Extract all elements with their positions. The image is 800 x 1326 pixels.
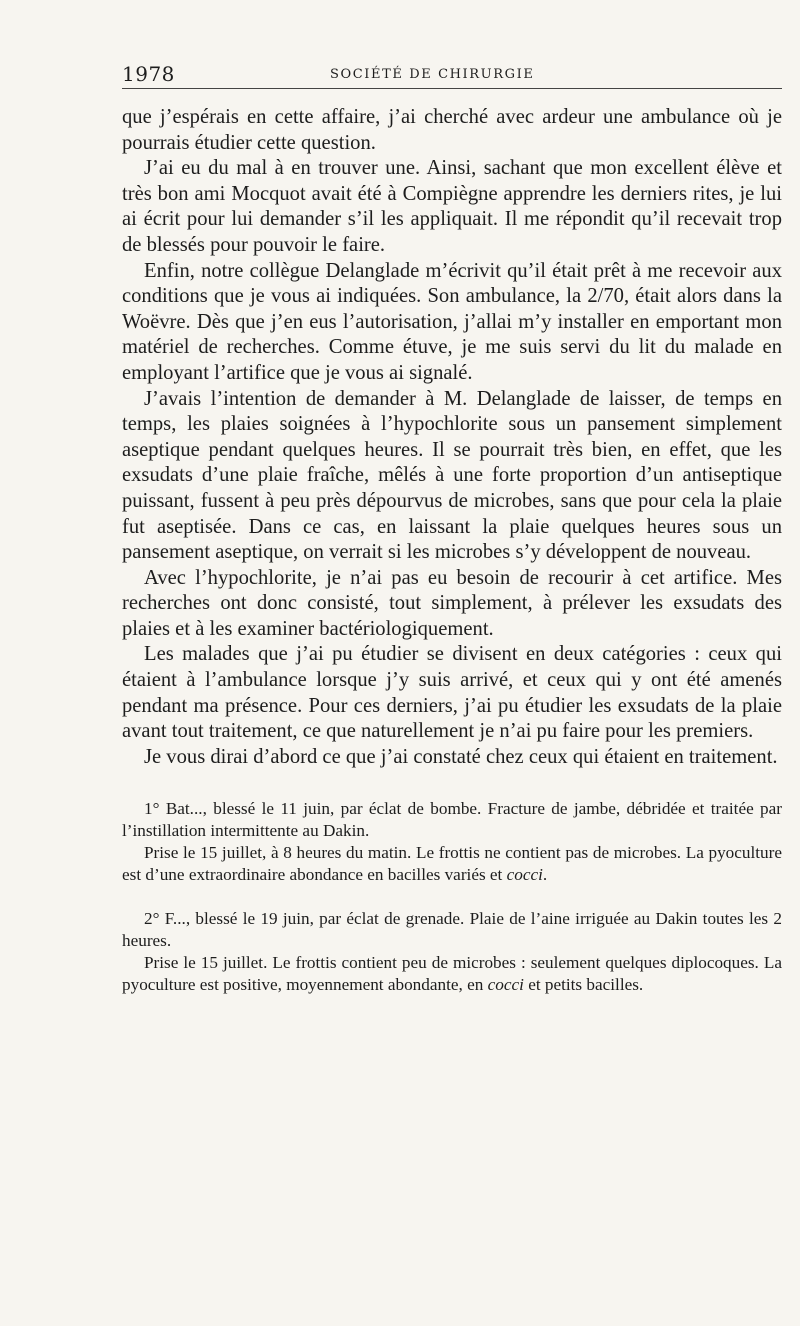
case-1-intro: 1° Bat..., blessé le 11 juin, par éclat de bombe. Fracture de jambe, débridée et traitée par l’instillation intermittente au Dakin. bbox=[122, 799, 782, 841]
journal-title: SOCIÉTÉ DE CHIRURGIE bbox=[330, 67, 535, 82]
case-1-detail-italic: cocci bbox=[506, 865, 543, 885]
body-text bbox=[122, 105, 782, 770]
paragraph-5: Avec l’hypochlorite, je n’ai pas eu besoin de recourir à cet artifice. Mes recherches ont donc consisté, tout simplement, à prélever les exsudats des plaies et à les examiner bactériologiquement. bbox=[122, 566, 782, 640]
case-report-2 bbox=[122, 908, 782, 996]
case-2-detail-italic: cocci bbox=[487, 975, 524, 995]
case-1-detail-text: Prise le 15 juillet, à 8 heures du matin. Le frottis ne contient pas de microbes. La pyoculture est d’une extraordinaire abondance en bacilles variés et bbox=[122, 843, 782, 885]
paragraph-1: que j’espérais en cette affaire, j’ai cherché avec ardeur une ambulance où je pourrais étudier cette question. bbox=[122, 106, 782, 154]
paragraph-6: Les malades que j’ai pu étudier se divisent en deux catégories : ceux qui étaient à l’ambulance lorsque j’y suis arrivé, et ceux qui y ont été amenés pendant ma présence. Pour ces derniers, j’ai pu étudier les exsudats de la plaie avant tout traitement, ce que naturellement je n’ai pu faire pour les premiers. bbox=[122, 643, 782, 743]
paragraph-7: Je vous dirai d’abord ce que j’ai constaté chez ceux qui étaient en traitement. bbox=[144, 745, 778, 768]
paragraph-4: J’avais l’intention de demander à M. Delanglade de laisser, de temps en temps, les plaies soignées à l’hypochlorite sous un pansement simplement aseptique pendant quelques heures. Il se pourrait très bien, en effet, que les exsudats d’une plaie fraîche, mêlés à une forte proportion d’un antiseptique puissant, fussent à peu près dépourvus de microbes, sans que pour cela la plaie fut aseptisée. Dans ce cas, en laissant la plaie quelques heures sous un pansement aseptique, on verrait si les microbes s’y développent de nouveau. bbox=[122, 387, 782, 564]
case-2-detail bbox=[122, 952, 782, 996]
case-2-detail-end: et petits bacilles. bbox=[523, 975, 644, 995]
case-2-intro: 2° F..., blessé le 19 juin, par éclat de grenade. Plaie de l’aine irriguée au Dakin toutes les 2 heures. bbox=[122, 909, 782, 951]
paragraph-2: J’ai eu du mal à en trouver une. Ainsi, sachant que mon excellent élève et très bon ami Mocquot avait été à Compiègne apprendre les derniers rites, je lui ai écrit pour lui demander s’il les appliquait. Il me répondit qu’il recevait trop de blessés pour pouvoir le faire. bbox=[122, 157, 782, 256]
case-1-detail-end: . bbox=[542, 865, 548, 885]
running-head bbox=[122, 62, 782, 89]
case-2-detail-text: Prise le 15 juillet. Le frottis contient peu de microbes : seulement quelques diplocoques. La pyoculture est positive, moyennement abondante, en bbox=[122, 953, 782, 995]
case-1-detail bbox=[122, 842, 782, 886]
paragraph-3: Enfin, notre collègue Delanglade m’écrivit qu’il était prêt à me recevoir aux conditions que je vous ai indiquées. Son ambulance, la 2/70, était alors dans la Woëvre. Dès que j’en eus l’autorisation, j’allai m’y installer en emportant mon matériel de recherches. Comme étuve, je me suis servi du lit du malade en employant l’artifice que je vous ai signalé. bbox=[122, 259, 782, 384]
page-number: 1978 bbox=[122, 62, 175, 86]
case-report-1 bbox=[122, 798, 782, 886]
